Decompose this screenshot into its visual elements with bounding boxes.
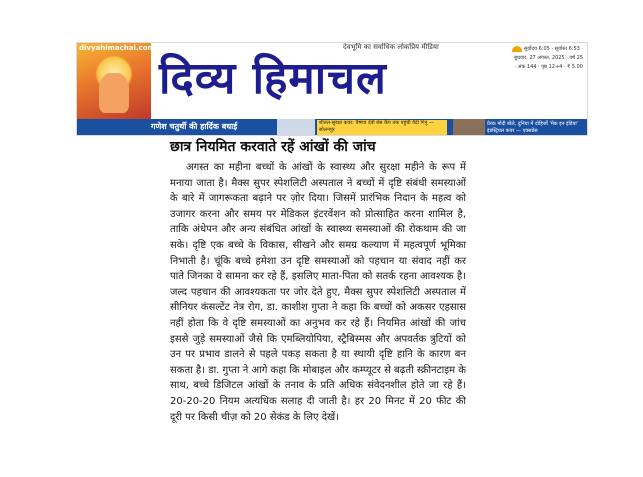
article-headline: छात्र नियमित करवाते रहें आंखों की जांच: [170, 139, 376, 155]
newspaper-logo: दिव्य हिमाचल: [159, 53, 387, 104]
newspaper-masthead: [76, 42, 588, 136]
strip-message: गणेश चतुर्थी की हार्दिक बधाई: [151, 122, 238, 131]
article-body: अगस्त का महीना बच्चों के आंखों के स्वास्थ्य और सुरक्षा महीने के रूप में मनाया जाता है। मैक्स सुपर स्पेशलिटी अस्पताल ने बच्चों में दृष्टि संबंधी समस्याओं के बारे में जागरूकता बढ़ाने पर ज़ोर दिया। जिसमें प्रारंभिक निदान के महत्व को उजागर करना और समय पर मेडिकल इंटरवेंशन को प्रोत्साहित करना शामिल है, ताकि अंधेपन और अन्य संबंधित आंखों के स्वास्थ्य समस्याओं की रोकथाम की जा सके। दृष्टि एक बच्चे के विकास, सीखने और समग्र कल्याण में महत्वपूर्ण भूमिका निभाती है। चूंकि बच्चे हमेशा उन दृष्टि समस्याओं को पहचान या संवाद नहीं कर पाते जिनका वे सामना कर रहे हैं, इसलिए माता-पिता को सतर्क रहना आवश्यक है। जल्द पहचान की आवश्यकता पर जोर देते हुए, मैक्स सुपर स्पेशलिटी अस्पताल में सीनियर कंसल्टेंट नेत्र रोग, डा. काशीश गुप्ता ने कहा कि बच्चों को अकसर एहसास नहीं होता कि वे दृष्टि समस्याओं का अनुभव कर रहे हैं। नियमित आंखों की जांच इससे जुड़े समस्याओं जैसे कि एमब्लियोपिया, स्ट्रैबिस्मस और अपवर्तक त्रुटियों को उन पर प्रभाव डालने से पहले पकड़ सकता है या स्थायी दृष्टि हानि के कारण बन सकता है। डा. गुप्ता ने आगे कहा कि मोबाइल और कम्प्यूटर से बढ़ती स्क्रीनटाइम के साथ, बच्चे डिजिटल आंखों के तनाव के प्रति अधिक संवेदनशील होते जा रहे हैं। 20-20-20 नियम अत्यधिक सलाह दी जाती है। हर 20 मिनट में 20 फीट की दूरी पर किसी चीज़ को 20 सेकंड के लिए देखें।: [170, 162, 466, 423]
sun-icon: [512, 46, 522, 52]
ganesh-image: [77, 43, 155, 119]
promo-box: शीतल-सुरक्षा कवर: वैष्णव देवी बेस कैंप तक पहुंची वैदी गिनु — सोलनपुर: [317, 120, 447, 135]
masthead-strip: [77, 119, 588, 136]
promo-photo: [277, 119, 315, 136]
promo-text-right: प्रेरक मोदी बोले, दुनिया में दोहिर्जो 'मेक इन इंडिया' इंडस्ट्रियल कवर — एक्सप्रेस: [487, 121, 579, 134]
site-url: divyahimachal.com: [79, 44, 155, 52]
ganesh-figure-graphic: [99, 73, 129, 113]
edition-info-text: सूर्योदय 6:05 · सूर्यास्त 6:53 · बुधवार, 27 अगस्त, 2025 · वर्ष 25 · अंक 144 · पृष्ठ 12+4 · ₹ 5.00: [514, 46, 583, 70]
edition-info: [511, 45, 583, 72]
promo-photo-right: [453, 119, 485, 136]
tagline: देवभूमि का सर्वाधिक लोकप्रिय मीडिया: [343, 43, 439, 51]
